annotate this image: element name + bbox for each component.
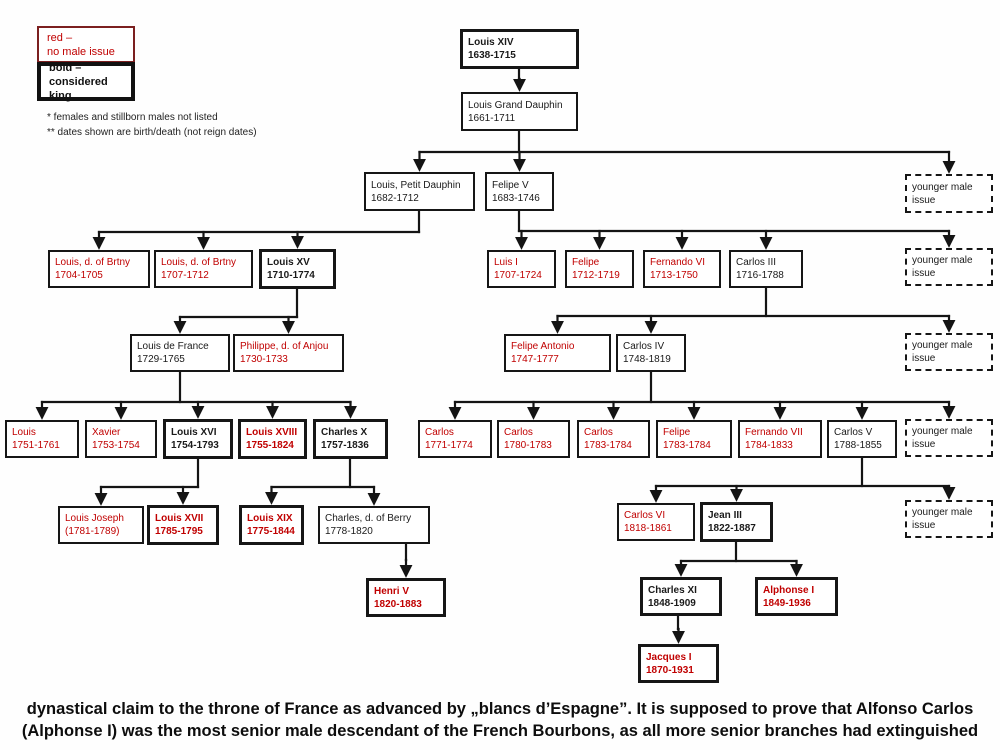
- connector-charles-xi: [678, 615, 679, 640]
- person-dates: 1788-1855: [834, 440, 882, 451]
- person-name: Felipe Antonio: [511, 341, 575, 352]
- person-box-louis-joseph: [58, 506, 144, 544]
- person-box-louis-xv: [259, 249, 336, 289]
- person-name: younger male issue: [912, 507, 973, 531]
- person-dates: 1682-1712: [371, 192, 419, 204]
- person-box-louis-de-france: [130, 334, 230, 372]
- connector-louis-xv: [180, 288, 297, 330]
- person-dates: 1707-1724: [494, 270, 542, 281]
- legend-red-box: [37, 26, 135, 63]
- person-name: Carlos IV: [623, 341, 665, 352]
- person-box-felipe-v: [485, 172, 554, 211]
- person-name: Louis, d. of Brtny: [161, 257, 237, 268]
- connector-carlos-v: [656, 457, 949, 499]
- person-name: Charles, d. of Berry: [325, 513, 412, 524]
- person-dates: 1712-1719: [572, 270, 620, 281]
- person-box-jacques-i: [638, 644, 719, 683]
- person-name: Carlos V: [834, 427, 873, 438]
- person-dates: 1784-1833: [745, 440, 793, 451]
- person-dates: 1751-1761: [12, 440, 60, 451]
- person-dates: 1754-1793: [171, 440, 219, 451]
- person-dates: 1783-1784: [663, 440, 711, 451]
- person-name: Felipe: [663, 427, 691, 438]
- person-box-carlos-vi: [617, 503, 695, 541]
- person-dates: 1729-1765: [137, 354, 185, 365]
- person-box-alphonse-i: [755, 577, 838, 616]
- person-box-louis-brittany-1: [48, 250, 150, 288]
- person-dates: 1683-1746: [492, 192, 540, 204]
- person-dates: 1783-1784: [584, 440, 632, 451]
- person-dates: 1713-1750: [650, 270, 698, 281]
- person-box-felipe-antonio: [504, 334, 611, 372]
- person-name: Fernando VI: [650, 257, 706, 268]
- person-dates: 1753-1754: [92, 440, 140, 451]
- person-box-carlos-iv: [616, 334, 686, 372]
- person-name: younger male issue: [912, 255, 973, 279]
- connector-louis-de-france: [42, 371, 351, 416]
- person-box-louis-1751: [5, 420, 79, 458]
- person-name: Charles X: [321, 427, 368, 438]
- person-box-carlos-1783: [577, 420, 650, 458]
- person-box-louis-petit-dauphin: [364, 172, 475, 211]
- person-box-charles-xi: [640, 577, 722, 616]
- person-name: Louis XVI: [171, 427, 217, 438]
- person-name: Philippe, d. of Anjou: [240, 341, 329, 352]
- person-dates: 1748-1819: [623, 354, 671, 365]
- person-box-felipe-1712: [565, 250, 634, 288]
- caption-line1: dynastical claim to the throne of France as advanced by „blancs d’Espagne”. It is supposed to prove that Alfonso Carlos: [26, 700, 974, 718]
- legend-red-line1: red –: [47, 31, 73, 44]
- person-box-louis-brittany-2: [154, 250, 253, 288]
- person-dates: 1710-1774: [267, 270, 315, 281]
- footnote-dates: ** dates shown are birth/death (not reign dates): [47, 127, 257, 138]
- connector-jean-iii: [681, 541, 797, 573]
- connector-carlos-iii: [558, 287, 950, 330]
- person-box-louis-xiv: [460, 29, 579, 69]
- younger-male-issue-box: [905, 174, 993, 213]
- legend-red-line2: no male issue: [47, 45, 115, 58]
- person-name: Louis XIX: [247, 513, 293, 524]
- caption-line2: (Alphonse I) was the most senior male descendant of the French Bourbons, as all more senior branches had extinguished: [21, 722, 979, 740]
- person-name: Jean III: [708, 510, 742, 521]
- person-dates: 1707-1712: [161, 270, 209, 281]
- person-box-carlos-v: [827, 420, 897, 458]
- person-dates: 1849-1936: [763, 597, 811, 609]
- person-name: younger male issue: [912, 426, 973, 450]
- person-box-xavier: [85, 420, 157, 458]
- person-box-jean-iii: [700, 502, 773, 542]
- connector-louis-xvi: [101, 458, 198, 502]
- person-name: Louis Joseph: [65, 513, 124, 524]
- person-name: Jacques I: [646, 651, 692, 663]
- person-name: Carlos: [584, 427, 613, 438]
- person-dates: 1757-1836: [321, 440, 369, 451]
- legend-bold-line1: bold –: [49, 61, 82, 74]
- person-dates: 1785-1795: [155, 526, 203, 537]
- person-name: Carlos III: [736, 257, 777, 268]
- person-name: Carlos: [425, 427, 454, 438]
- person-box-louis-xvi: [163, 419, 233, 459]
- person-dates: 1704-1705: [55, 270, 103, 281]
- person-box-felipe-1783: [656, 420, 732, 458]
- person-dates: 1818-1861: [624, 523, 672, 534]
- person-dates: 1755-1824: [246, 440, 294, 451]
- person-box-carlos-1780: [497, 420, 570, 458]
- person-name: Louis: [12, 427, 36, 438]
- person-name: Louis Grand Dauphin: [468, 99, 563, 111]
- person-dates: 1730-1733: [240, 354, 288, 365]
- person-box-carlos-1771: [418, 420, 492, 458]
- person-box-fernando-vii: [738, 420, 822, 458]
- person-name: Xavier: [92, 427, 121, 438]
- person-box-henri-v: [366, 578, 446, 617]
- person-name: Louis XIV: [468, 37, 514, 48]
- legend-bold-line2: considered king: [49, 75, 108, 102]
- person-name: Felipe: [572, 257, 600, 268]
- person-name: Carlos: [504, 427, 533, 438]
- person-box-louis-xviii: [238, 419, 307, 459]
- person-name: younger male issue: [912, 340, 973, 364]
- person-box-louis-xvii: [147, 505, 219, 545]
- person-box-philippe-anjou: [233, 334, 344, 372]
- person-name: Louis de France: [137, 341, 209, 352]
- connector-louis-grand-dauphin: [420, 130, 950, 170]
- legend-bold-box: [37, 62, 135, 101]
- person-name: Felipe V: [492, 179, 529, 191]
- person-name: Carlos VI: [624, 510, 666, 521]
- person-dates: 1780-1783: [504, 440, 552, 451]
- person-name: Charles XI: [648, 584, 697, 596]
- younger-male-issue-box: [905, 419, 993, 457]
- person-box-louis-xix: [239, 505, 304, 545]
- connector-louis-petit-dauphin: [99, 210, 419, 246]
- connector-louis-xiv: [519, 68, 520, 88]
- person-name: Louis, d. of Brtny: [55, 257, 131, 268]
- person-name: Louis XVIII: [246, 427, 298, 438]
- person-dates: 1848-1909: [648, 597, 696, 609]
- connector-felipe-v: [519, 210, 949, 246]
- person-name: younger male issue: [912, 181, 973, 206]
- person-dates: 1870-1931: [646, 664, 694, 676]
- person-dates: (1781-1789): [65, 526, 120, 537]
- person-dates: 1661-1711: [468, 112, 516, 124]
- person-box-fernando-vi: [643, 250, 721, 288]
- person-box-louis-grand-dauphin: [461, 92, 578, 131]
- connector-carlos-iv: [455, 371, 949, 416]
- person-dates: 1638-1715: [468, 50, 516, 61]
- person-dates: 1775-1844: [247, 526, 295, 537]
- person-box-charles-berry: [318, 506, 430, 544]
- person-name: Louis XVII: [155, 513, 204, 524]
- person-dates: 1822-1887: [708, 523, 756, 534]
- younger-male-issue-box: [905, 333, 993, 371]
- person-name: Fernando VII: [745, 427, 803, 438]
- younger-male-issue-box: [905, 248, 993, 286]
- person-dates: 1747-1777: [511, 354, 559, 365]
- person-dates: 1716-1788: [736, 270, 784, 281]
- connector-charles-x: [272, 458, 375, 502]
- footnote-females: * females and stillborn males not listed: [47, 112, 218, 123]
- younger-male-issue-box: [905, 500, 993, 538]
- person-box-carlos-iii: [729, 250, 803, 288]
- person-name: Louis, Petit Dauphin: [371, 179, 461, 191]
- person-dates: 1778-1820: [325, 526, 373, 537]
- person-name: Luis I: [494, 257, 518, 268]
- person-name: Henri V: [374, 585, 410, 597]
- person-dates: 1771-1774: [425, 440, 473, 451]
- person-box-luis-i: [487, 250, 556, 288]
- person-dates: 1820-1883: [374, 598, 422, 610]
- person-name: Alphonse I: [763, 584, 815, 596]
- person-name: Louis XV: [267, 257, 310, 268]
- person-box-charles-x: [313, 419, 388, 459]
